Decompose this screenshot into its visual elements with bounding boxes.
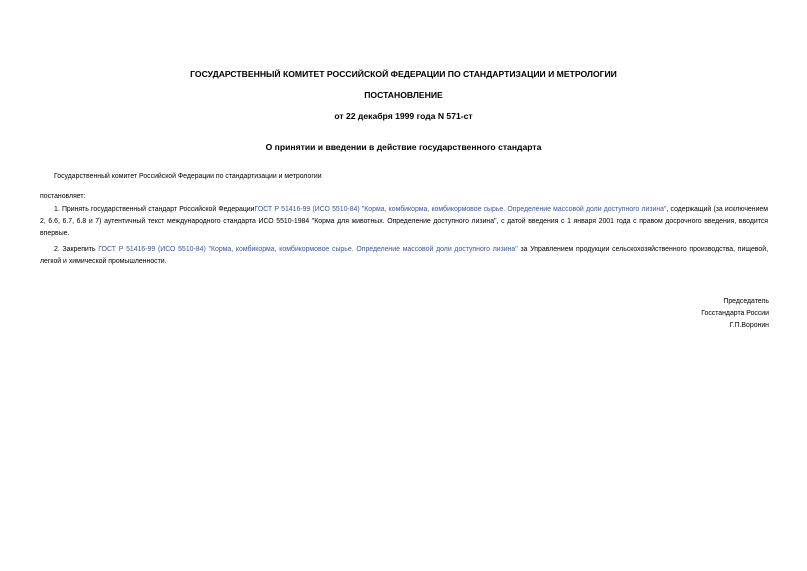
item-2 bbox=[40, 244, 768, 268]
signature-block bbox=[701, 296, 769, 332]
resolves-line: постановляет: bbox=[40, 193, 86, 200]
signature-name: Г.П.Воронин bbox=[729, 322, 769, 329]
item-2-suffix: за Управлением продукции сельскохозяйственного производства, пищевой, легкой и химической промышленности. bbox=[40, 246, 768, 265]
gost-link-2[interactable]: ГОСТ Р 51416-99 (ИСО 5510-84) "Корма, комбикорма, комбикормовое сырье. Определение массовой доли доступного лизина" bbox=[98, 246, 518, 253]
item-2-prefix: 2. Закрепить bbox=[54, 246, 99, 253]
item-1-suffix: , содержащий (за исключением 2, 6.6, 6.7, 6.8 и 7) аутентичный текст международного стандарта ИСО 5510-1984 "Корма для животных. Определение доступного лизина", с датой введения с 1 января 2001 года с правом досрочного введения, вводится впервые. bbox=[40, 206, 768, 237]
document-type: ПОСТАНОВЛЕНИЕ bbox=[364, 90, 443, 100]
gost-link-1[interactable]: ГОСТ Р 51416-99 (ИСО 5510-84) "Корма, комбикорма, комбикормовое сырье. Определение массовой доли доступного лизина" bbox=[254, 206, 667, 213]
item-1 bbox=[40, 204, 768, 240]
document-subject: О принятии и введении в действие государственного стандарта bbox=[265, 142, 542, 152]
issuer-line: Государственный комитет Российской Федерации по стандартизации и метрологии bbox=[54, 173, 322, 180]
signature-role: Председатель bbox=[723, 298, 769, 305]
committee-title: ГОСУДАРСТВЕННЫЙ КОМИТЕТ РОССИЙСКОЙ ФЕДЕРАЦИИ ПО СТАНДАРТИЗАЦИИ И МЕТРОЛОГИИ bbox=[190, 69, 617, 79]
signature-org: Госстандарта России bbox=[701, 310, 769, 317]
document-date-number: от 22 декабря 1999 года N 571-ст bbox=[334, 111, 473, 121]
item-1-prefix: 1. Принять государственный стандарт Российской Федерации bbox=[54, 206, 255, 213]
